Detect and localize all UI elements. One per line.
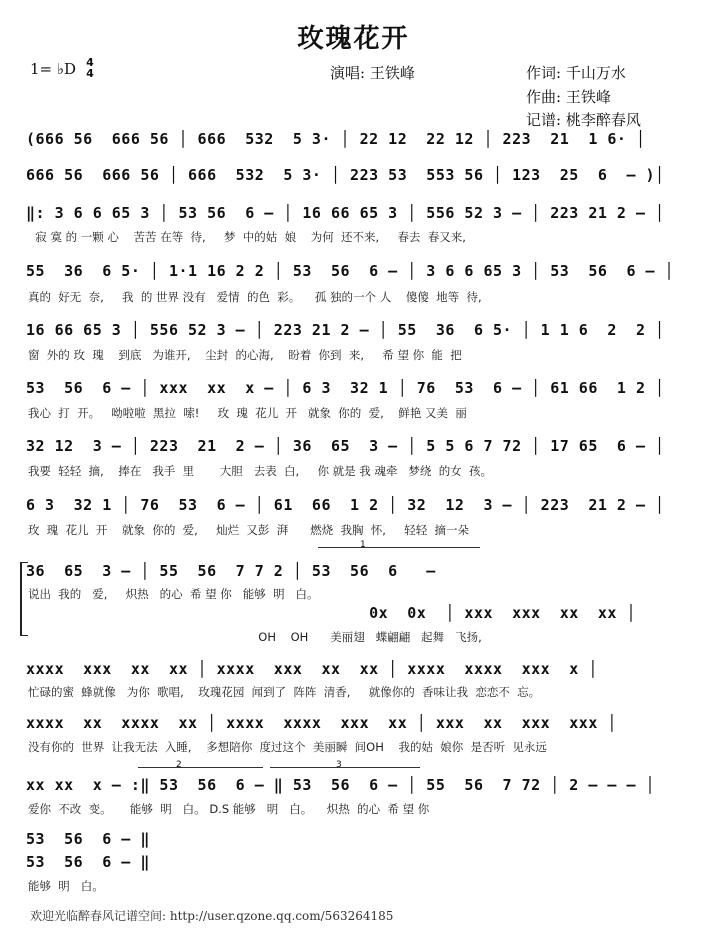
key-signature: 1= ♭D [30,60,76,78]
notation-row-12: xxxx xx xxxx xx │ xxxx xxxx xxx xx │ xxx xx xxx xxx │ [26,714,617,732]
notation-row-3: ‖: 3 6 6 65 3 │ 53 56 6 – │ 16 66 65 3 │ 556 52 3 – │ 223 21 2 – │ [26,204,665,222]
notation-row-2: 666 56 666 56 │ 666 532 5 3· │ 223 53 553 56 │ 123 25 6 – )│ [26,166,665,184]
lyric-row-3: 寂 寞 的 一颗 心 苦苦 在等 待, 梦 中的姑 娘 为何 还不来, 春去 春又来, [28,230,466,244]
composer: 作曲: 王铁峰 [526,88,611,106]
singer: 演唱: 王铁峰 [330,64,415,82]
notation-row-7: 32 12 3 – │ 223 21 2 – │ 36 65 3 – │ 5 5 6 7 72 │ 17 65 6 – │ [26,437,665,455]
notation-row-15: 53 56 6 – ‖ [26,853,150,871]
volta-2-line [138,767,263,768]
lyric-row-15: 能够 明 白。 [28,879,104,893]
time-signature-bottom: 4 [86,67,94,80]
lyric-row-7: 我要 轻轻 摘, 捧在 我手 里 大胆 去表 白, 你 就是 我 魂牵 梦绕 的女 孩。 [28,464,493,478]
volta-2-label: 2 [176,760,182,770]
footer-text: 欢迎光临醉春风记谱空间: http://user.qzone.qq.com/563264185 [30,909,394,923]
lyric-row-12: 没有你的 世界 让我无法 入睡, 多想陪你 度过这个 美丽瞬 间OH 我的姑 娘你 是否听 见永远 [28,740,547,754]
lyric-row-11: 忙碌的蜜 蜂就像 为你 歌唱, 玫瑰花园 闻到了 阵阵 清香, 就像你的 香味让我 恋恋不 忘。 [28,685,541,699]
time-signature [84,57,96,79]
volta-3-label: 3 [336,760,342,770]
lyric-row-8: 玫 瑰 花儿 开 就象 你的 爱, 灿烂 又彭 湃 燃烧 我胸 怀, 轻轻 摘一朵 [28,523,470,537]
lyricist: 作词: 千山万水 [526,64,626,82]
lyric-row-10: OH OH 美丽翅 蝶翩翩 起舞 飞扬, [28,630,482,644]
notation-row-4: 55 36 6 5· │ 1·1 16 2 2 │ 53 56 6 – │ 3 6 6 65 3 │ 53 56 6 – │ [26,262,675,280]
notation-row-11: xxxx xxx xx xx │ xxxx xxx xx xx │ xxxx xxxx xxx x │ [26,660,598,678]
notation-row-6: 53 56 6 – │ xxx xx x – │ 6 3 32 1 │ 76 53 6 – │ 61 66 1 2 │ [26,379,665,397]
notation-row-13: xx xx x – :‖ 53 56 6 – ‖ 53 56 6 – │ 55 56 7 72 │ 2 – – – │ [26,776,656,794]
notation-row-10: 0x 0x │ xxx xxx xx xx │ [26,604,636,622]
volta-1-line [318,547,480,548]
lyric-row-13: 爱你 不改 变。 能够 明 白。 D.S 能够 明 白。 炽热 的心 希 望 你 [28,802,430,816]
volta-1-label: 1 [360,540,366,550]
volta-3-line [270,767,420,768]
lyric-row-5: 窗 外的 玫 瑰 到底 为谁开, 尘封 的心海, 盼着 你到 来, 希 望 你 能 把 [28,348,462,362]
notation-row-5: 16 66 65 3 │ 556 52 3 – │ 223 21 2 – │ 55 36 6 5· │ 1 1 6 2 2 │ [26,321,665,339]
notation-row-9: 36 65 3 – │ 55 56 7 7 2 │ 53 56 6 – [26,562,436,580]
lyric-row-6: 我心 打 开。 呦啦啦 黑拉 嗦! 玫 瑰 花儿 开 就象 你的 爱, 鲜艳 又美 丽 [28,406,467,420]
time-signature-top: 4 [86,56,94,69]
lyric-row-4: 真的 好无 奈, 我 的 世界 没有 爱情 的色 彩。 孤 独的一个 人 傻傻 地等 待, [28,290,482,304]
transcriber: 记谱: 桃李醉春风 [526,111,641,129]
song-title: 玫瑰花开 [297,24,410,54]
lyric-row-9: 说出 我的 爱, 炽热 的心 希 望 你 能够 明 白。 [28,587,319,601]
notation-row-1: (666 56 666 56 │ 666 532 5 3· │ 22 12 22 12 │ 223 21 1 6· │ [26,130,646,148]
notation-row-14: 53 56 6 – ‖ [26,830,150,848]
notation-row-8: 6 3 32 1 │ 76 53 6 – │ 61 66 1 2 │ 32 12 3 – │ 223 21 2 – │ [26,496,665,514]
